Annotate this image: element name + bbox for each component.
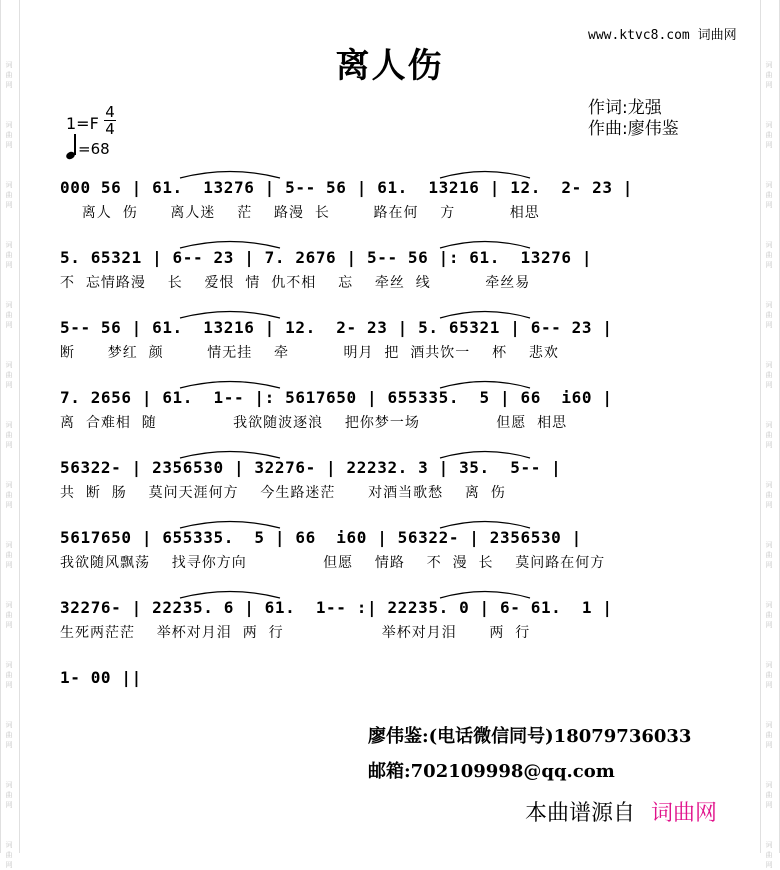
time-signature-top: 4 [105,103,115,121]
watermark-glyph: 词 曲 网 [5,721,13,749]
notation-notes: 5. 65321 | 6-- 23 | 7. 2676 | 5-- 56 |: 61. 13276 | [60,248,593,267]
notation-line [60,315,710,361]
lyrics-line: 生死两茫茫 举杯对月泪 两 行 举杯对月泪 两 行 [60,625,531,641]
watermark-glyph: 词 曲 网 [765,781,773,809]
time-signature-bottom: 4 [105,120,115,138]
slur-arc [180,382,280,389]
lyrics-line: 我欲随风飘荡 找寻你方向 但愿 情路 不 漫 长 莫问路在何方 [60,555,606,571]
watermark-glyph: 词 曲 网 [765,301,773,329]
notation-line [60,665,710,699]
slur-arc [180,452,280,459]
slur-arc [180,172,280,179]
notation-notes: 1- 00 || [60,668,142,687]
slur-arc [180,242,280,249]
lyrics-line: 共 断 肠 莫问天涯何方 今生路迷茫 对酒当歌愁 离 伤 [60,485,506,501]
watermark-glyph: 词 曲 网 [765,541,773,569]
slur-arc [440,452,530,459]
site-url[interactable]: www.ktvc8.com [588,28,690,43]
lyrics-line: 不 忘情路漫 长 爱恨 情 仇不相 忘 牵丝 线 牵丝易 [60,275,531,291]
source-brand[interactable]: 词曲网 [651,801,718,826]
notation-notes: 7. 2656 | 61. 1-- |: 5617650 | 655335. 5 | 66 i60 | [60,388,613,407]
watermark-glyph: 词 曲 网 [5,301,13,329]
song-title: 离人伤 [335,46,444,86]
notation-line [60,245,710,291]
watermark-glyph: 词 曲 网 [765,241,773,269]
watermark-glyph: 词 曲 网 [5,121,13,149]
watermark-glyph: 词 曲 网 [765,481,773,509]
notation-line [60,175,710,221]
watermark-glyph: 词 曲 网 [765,421,773,449]
lyricist-credit: 作词:龙强 [588,98,662,118]
lyrics-line: 离 合难相 随 我欲随波逐浪 把你梦一场 但愿 相思 [60,415,568,431]
watermark-glyph: 词 曲 网 [765,841,773,869]
source-label: 本曲谱源自 [525,801,636,826]
slur-arc [440,172,530,179]
watermark-glyph: 词 曲 网 [765,601,773,629]
slur-arc [440,382,530,389]
notation-notes: 32276- | 22235. 6 | 61. 1-- :| 22235. 0 | 6- 61. 1 | [60,598,613,617]
composer-credit: 作曲:廖伟鉴 [588,119,679,139]
key-signature: 1=F [66,114,99,133]
slur-arc [180,312,280,319]
watermark-glyph: 词 曲 网 [5,421,13,449]
email-line: 邮箱:702109998@qq.com [368,761,615,782]
watermark-glyph: 词 曲 网 [5,601,13,629]
watermark-glyph: 词 曲 网 [5,361,13,389]
watermark-glyph: 词 曲 网 [5,181,13,209]
lyrics-line: 断 梦红 颜 情无挂 牵 明月 把 酒共饮一 杯 悲欢 [60,345,559,361]
watermark-glyph: 词 曲 网 [5,241,13,269]
watermark-glyph: 词 曲 网 [5,481,13,509]
slur-arc [440,312,530,319]
watermark-glyph: 词 曲 网 [5,841,13,869]
quarter-note-icon [74,134,76,155]
watermark-glyph: 词 曲 网 [765,361,773,389]
slur-arc [180,522,280,529]
time-signature [104,104,116,137]
site-name[interactable]: 词曲网 [697,28,737,43]
watermark-glyph: 词 曲 网 [5,781,13,809]
watermark-glyph: 词 曲 网 [5,541,13,569]
notation-notes: 000 56 | 61. 13276 | 5-- 56 | 61. 13216 | 12. 2- 23 | [60,178,634,197]
watermark-glyph: 词 曲 网 [765,121,773,149]
lyrics-line: 离人 伤 离人迷 茫 路漫 长 路在何 方 相思 [60,205,540,221]
notation-line [60,455,710,501]
notation-line [60,525,710,571]
slur-arc [440,592,530,599]
notation-notes: 56322- | 2356530 | 32276- | 22232. 3 | 35. 5-- | [60,458,562,477]
source-line [525,796,717,827]
slur-arc [180,592,280,599]
notation-line [60,595,710,641]
watermark-glyph: 词 曲 网 [765,181,773,209]
slur-arc [440,242,530,249]
watermark-glyph: 词 曲 网 [765,61,773,89]
notation-notes: 5617650 | 655335. 5 | 66 i60 | 56322- | 2356530 | [60,528,582,547]
watermark-glyph: 词 曲 网 [765,661,773,689]
notation-line [60,385,710,431]
slur-arc [440,522,530,529]
watermark-glyph: 词 曲 网 [5,661,13,689]
watermark-glyph: 词 曲 网 [765,721,773,749]
contact-line: 廖伟鉴:(电话微信同号)18079736033 [368,726,692,747]
notation-notes: 5-- 56 | 61. 13216 | 12. 2- 23 | 5. 65321 | 6-- 23 | [60,318,613,337]
watermark-glyph: 词 曲 网 [5,61,13,89]
tempo-marking: =68 [78,140,110,158]
